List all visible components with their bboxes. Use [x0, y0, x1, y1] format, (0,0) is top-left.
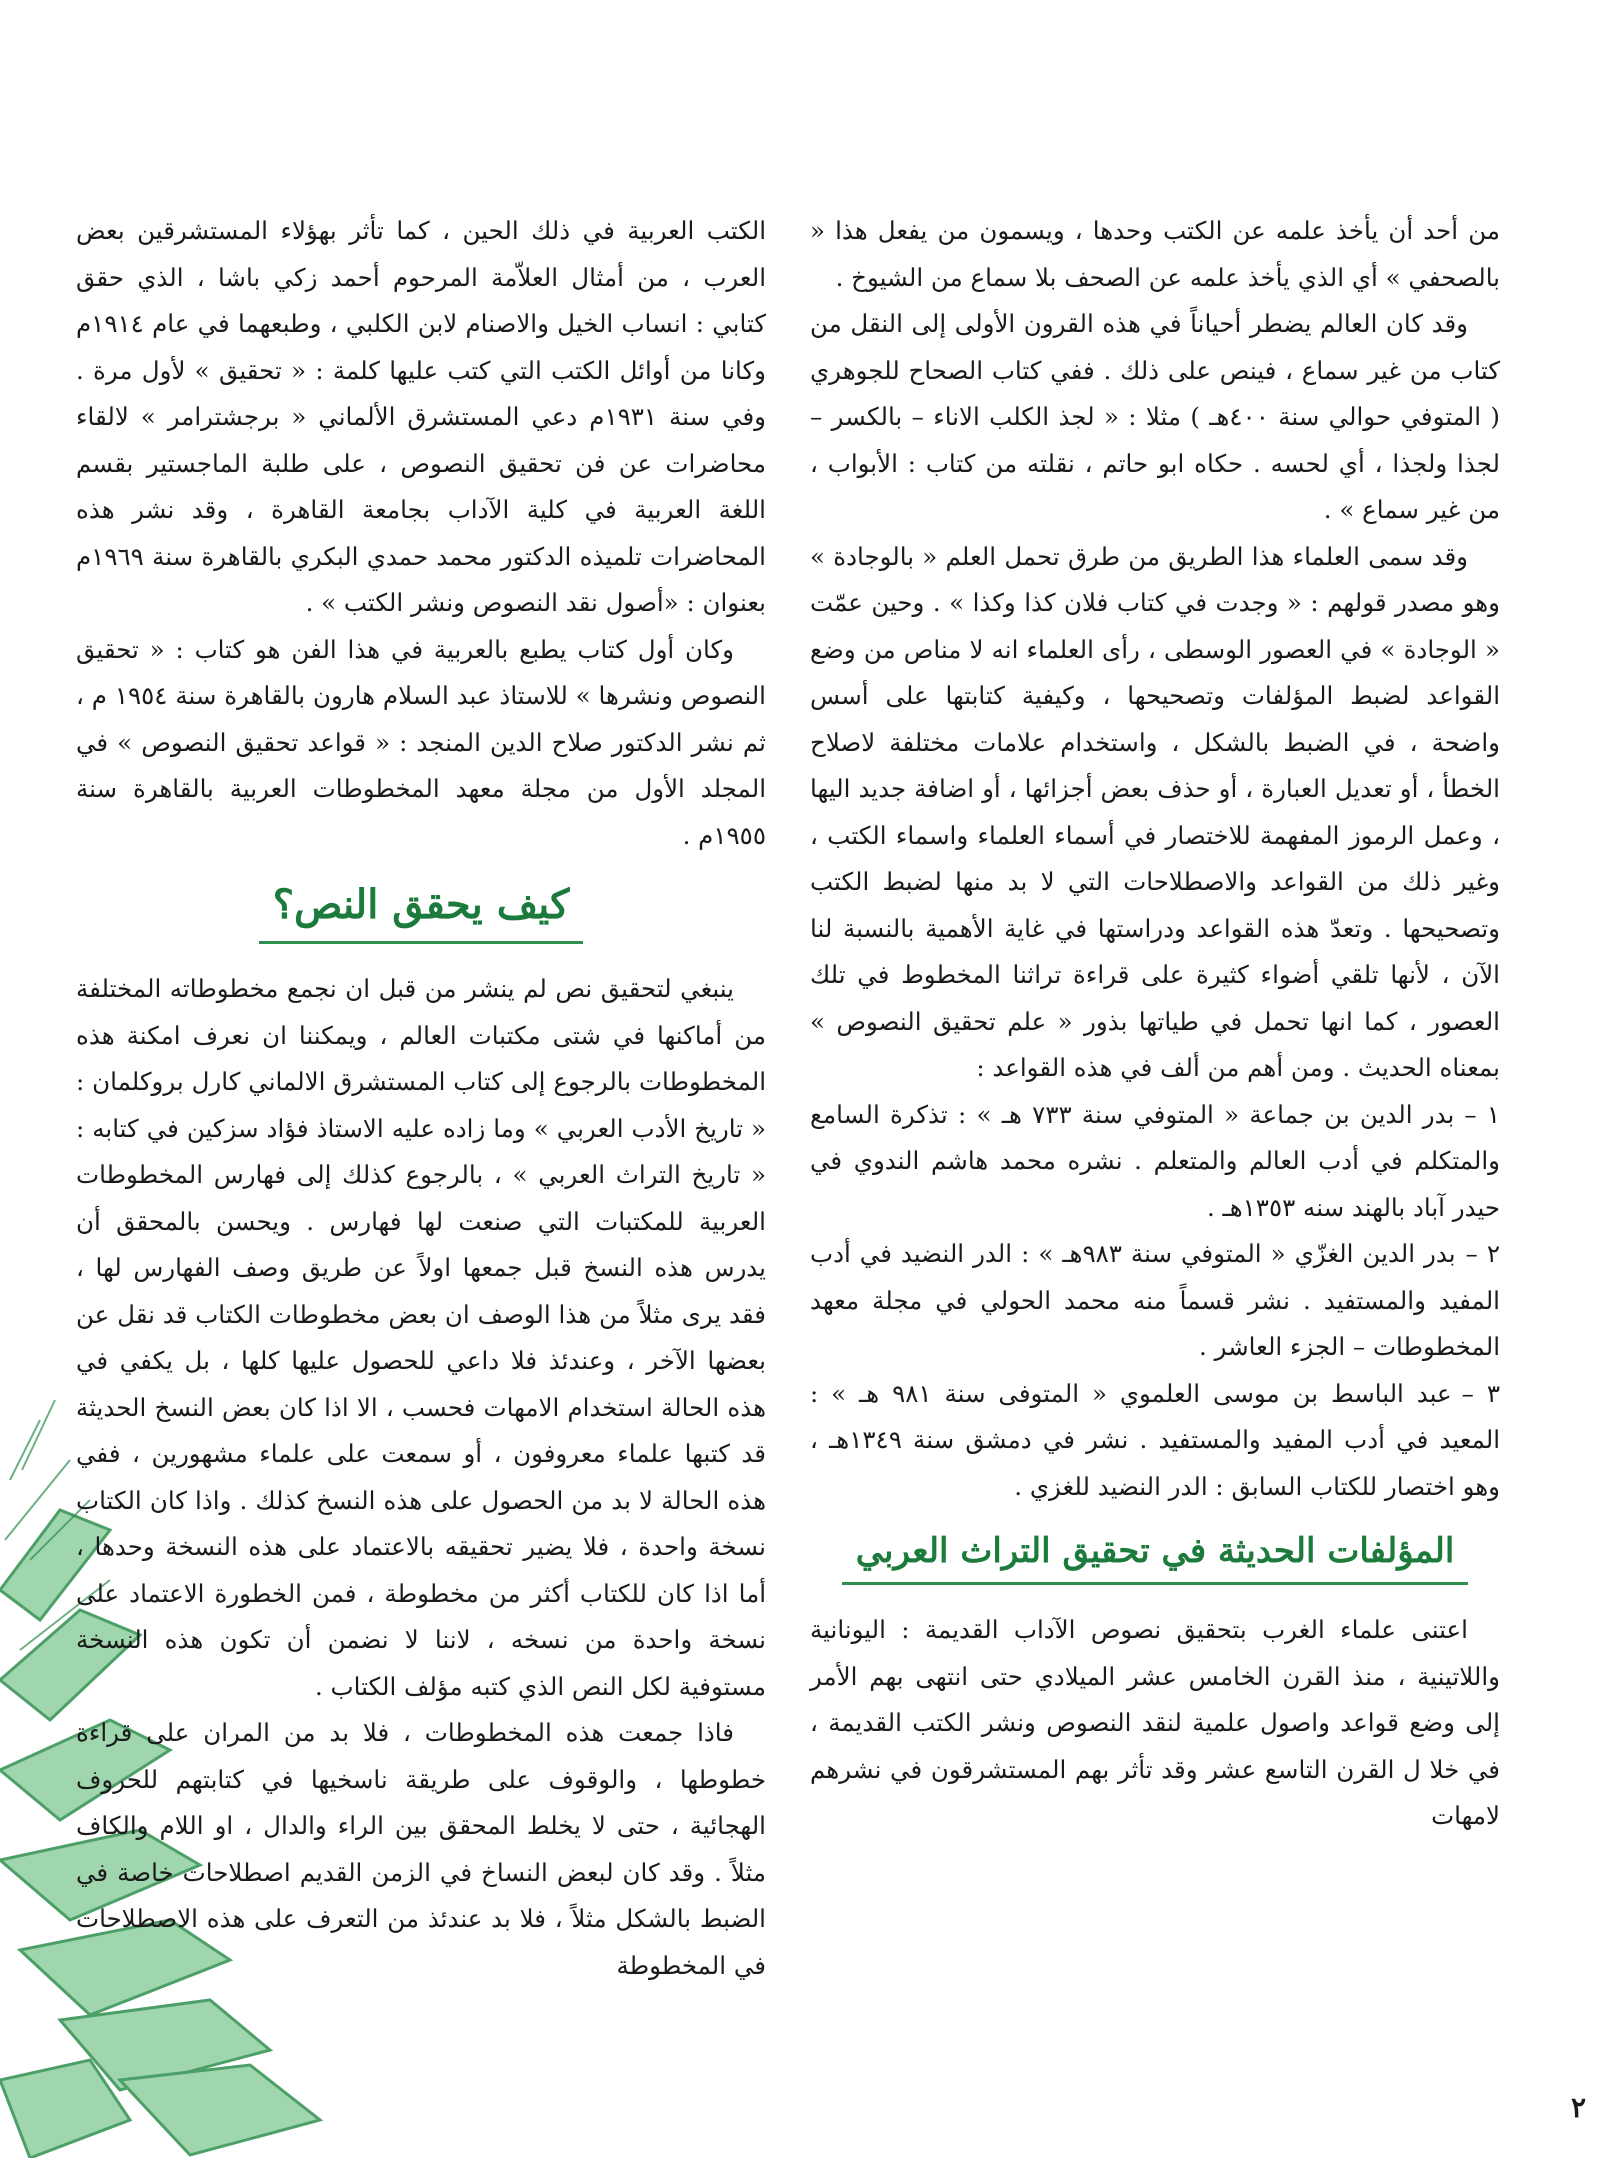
list-number: ٣ – [1461, 1378, 1500, 1408]
paragraph: ينبغي لتحقيق نص لم ينشر من قبل ان نجمع مخطوطاته المختلفة من أماكنها في شتى مكتبات العالم ، ويمكننا ان نعرف امكنة هذه المخطوطات بالرجوع إلى كتاب المستشرق الالماني كارل بروكلمان : « تاريخ الأدب العربي » وما زاده عليه الاستاذ فؤاد سزكين في كتابه : « تاريخ التراث العربي » ، بالرجوع كذلك إلى فهارس المخطوطات العربية للمكتبات التي صنعت لها فهارس . ويحسن بالمحقق أن يدرس هذه النسخ قبل جمعها اولاً عن طريق وصف الفهارس لها ، فقد يرى مثلاً من هذا الوصف ان بعض مخطوطات الكتاب قد نقل عن بعضها الآخر ، وعندئذ فلا داعي للحصول عليها كلها ، بل يكفي في هذه الحالة استخدام الامهات فحسب ، الا اذا كان بعض النسخ الحديثة قد كتبها علماء معروفون ، أو سمعت على علماء مشهورين ، ففي هذه الحالة لا بد من الحصول على هذه النسخ كذلك . واذا كان الكتاب نسخة واحدة ، فلا يضير تحقيقه بالاعتماد على هذه النسخة وحدها ، أما اذا كان للكتاب أكثر من مخطوطة ، فمن الخطورة الاعتماد على نسخة واحدة من نسخه ، لاننا لا نضمن أن تكون هذه النسخة مستوفية لكل النص الذي كتبه مؤلف الكتاب . [76, 974, 766, 1701]
list-item-text: عبد الباسط بن موسى العلموي « المتوفى سنة ٩٨١ هـ » : المعيد في أدب المفيد والمستفيد . نشر في دمشق سنة ١٣٤٩هـ ، وهو اختصار للكتاب السابق : الدر النضيد للغزي . [810, 1378, 1501, 1501]
section-heading [810, 1526, 1500, 1585]
list-item [810, 1371, 1500, 1511]
paragraph: اعتنى علماء الغرب بتحقيق نصوص الآداب القديمة : اليونانية واللاتينية ، منذ القرن الخامس عشر الميلادي حتى انتهى بهم الأمر إلى وضع قواعد واصول علمية لنقد النصوص ونشر الكتب القديمة ، في خلا ل القرن التاسع عشر وقد تأثر بهم المستشرقون في نشرهم لامهات [810, 1615, 1500, 1830]
paragraph: وقد سمى العلماء هذا الطريق من طرق تحمل العلم « بالوجادة » وهو مصدر قولهم : « وجدت في كتاب فلان كذا وكذا » . وحين عمّت « الوجادة » في العصور الوسطى ، رأى العلماء انه لا مناص من وضع القواعد لضبط المؤلفات وتصحيحها ، وكيفية كتابتها على أسس واضحة ، في الضبط بالشكل ، واستخدام علامات مختلفة لاصلاح الخطأ ، أو تعديل العبارة ، أو حذف بعض أجزائها ، أو اضافة جديد اليها ، وعمل الرموز المفهمة للاختصار في أسماء العلماء واسماء الكتب ، وغير ذلك من القواعد والاصطلاحات التي لا بد منها لضبط الكتب وتصحيحها . وتعدّ هذه القواعد ودراستها في غاية الأهمية بالنسبة لنا الآن ، لأنها تلقي أضواء كثيرة على قراءة تراثنا المخطوط في تلك العصور ، كما انها تحمل في طياتها بذور « علم تحقيق النصوص » بمعناه الحديث . ومن أهم من ألف في هذه القواعد : [810, 541, 1500, 1082]
list-item-text: بدر الدين الغزّي « المتوفي سنة ٩٨٣هـ » : الدر النضيد في أدب المفيد والمستفيد . نشر قسماً منه محمد الحولي في مجلة معهد المخطوطات – الجزء العاشر . [810, 1239, 1500, 1361]
paragraph: من أحد أن يأخذ علمه عن الكتب وحدها ، ويسمون من يفعل هذا « بالصحفي » أي الذي يأخذ علمه عن الصحف بلا سماع من الشيوخ . [810, 216, 1500, 292]
paragraph: فاذا جمعت هذه المخطوطات ، فلا بد من المران على قراءة خطوطها ، والوقوف على طريقة ناسخيها في كتابتهم للحروف الهجائية ، حتى لا يخلط المحقق بين الراء والدال ، او اللام والكاف مثلاً . وقد كان لبعض النساخ في الزمن القديم اصطلاحات خاصة في الضبط بالشكل مثلاً ، فلا بد عندئذ من التعرف على هذه الاصطلاحات في المخطوطة [76, 1718, 766, 1980]
paragraph: وقد كان العالم يضطر أحياناً في هذه القرون الأولى إلى النقل من كتاب من غير سماع ، فينص على ذلك . ففي كتاب الصحاح للجوهري ( المتوفي حوالي سنة ٤٠٠هـ ) مثلا : « لجذ الكلب الاناء – بالكسر – لجذا ولجذا ، أي لحسه . حكاه ابو حاتم ، نقلته من كتاب : الأبواب ، من غير سماع » . [810, 309, 1500, 524]
list-item [810, 1231, 1500, 1371]
list-number: ٢ – [1465, 1239, 1500, 1268]
section-heading-text: كيف يحقق النص؟ [259, 875, 584, 944]
left-column [76, 208, 766, 1989]
page-number: ٢ [1570, 2091, 1586, 2124]
section-heading [76, 875, 766, 944]
list-item-text: بدر الدين بن جماعة « المتوفي سنة ٧٣٣ هـ » : تذكرة السامع والمتكلم في أدب العالم والمتعلم . نشره محمد هاشم الندوي في حيدر آباد بالهند سنه ١٣٥٣هـ . [810, 1099, 1500, 1222]
reference-list [810, 1092, 1500, 1511]
right-column [810, 208, 1500, 1840]
paragraph: وكان أول كتاب يطبع بالعربية في هذا الفن هو كتاب : « تحقيق النصوص ونشرها » للاستاذ عبد السلام هارون بالقاهرة سنة ١٩٥٤ م ، ثم نشر الدكتور صلاح الدين المنجد : « قواعد تحقيق النصوص » في المجلد الأول من مجلة معهد المخطوطات العربية بالقاهرة سنة ١٩٥٥م . [76, 634, 766, 850]
section-heading-text: المؤلفات الحديثة في تحقيق التراث العربي [842, 1526, 1469, 1585]
list-number: ١ – [1464, 1099, 1501, 1129]
paragraph: الكتب العربية في ذلك الحين ، كما تأثر بهؤلاء المستشرقين بعض العرب ، من أمثال العلاّمة المرحوم أحمد زكي باشا ، الذي حقق كتابي : انساب الخيل والاصنام لابن الكلبي ، وطبعهما في عام ١٩١٤م وكانا من أوائل الكتب التي كتب عليها كلمة : « تحقيق » لأول مرة . وفي سنة ١٩٣١م دعي المستشرق الألماني « برجشترامر » لالقاء محاضرات عن فن تحقيق النصوص ، على طلبة الماجستير بقسم اللغة العربية في كلية الآداب بجامعة القاهرة ، وقد نشر هذه المحاضرات تلميذه الدكتور محمد حمدي البكري بالقاهرة سنة ١٩٦٩م بعنوان : «أصول نقد النصوص ونشر الكتب » . [76, 216, 767, 617]
list-item [810, 1092, 1500, 1232]
